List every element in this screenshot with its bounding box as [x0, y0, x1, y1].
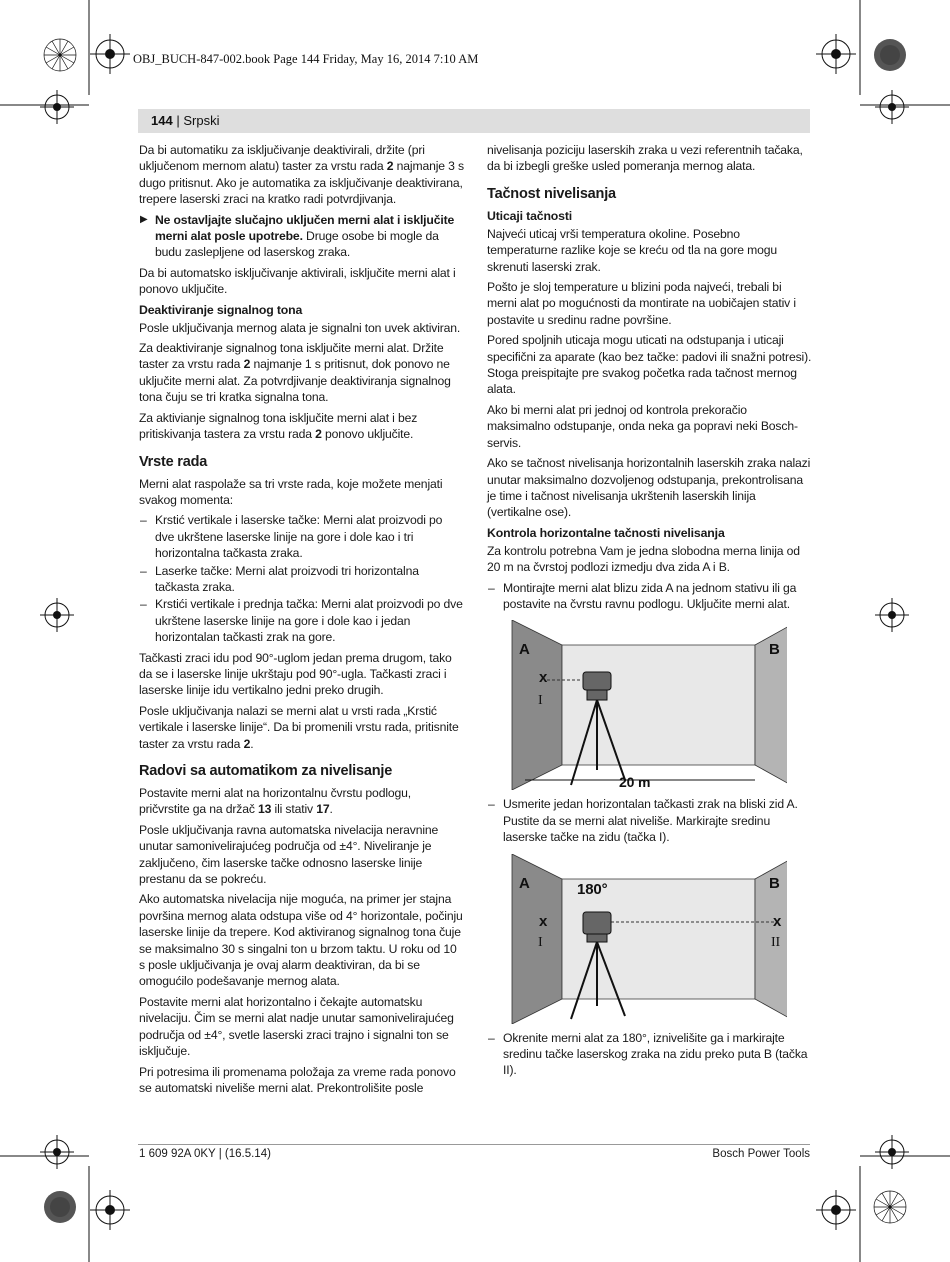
paragraph: Ako bi merni alat pri jednoj od kontrola prekoračio maksimalno odstupanje, onda neka ga popravi neki Bosch-servis. [487, 402, 798, 450]
mark-label: I [538, 693, 543, 709]
mark-x-icon: x [539, 669, 548, 687]
print-info: OBJ_BUCH-847-002.book Page 144 Friday, May 16, 2014 7:10 AM [133, 52, 479, 66]
footer-divider [138, 1144, 810, 1145]
wall-a-label: A [519, 641, 530, 659]
paragraph: Da bi automatsko isključivanje aktivirali, isključite merni alat i ponovo uključite. [139, 265, 456, 297]
wall-b-label: B [769, 641, 780, 659]
subheading: Deaktiviranje signalnog tona [139, 302, 303, 317]
registration-target-icon [816, 1190, 856, 1230]
paragraph: Pored spoljnih uticaja mogu uticati na odstupanja i uticaji specifični za aparate (kao bez tačke: padovi ili snažni potresi). Stoga preispitajte pre svakog početka rada tačnost mernog alata. [487, 333, 812, 397]
starburst-icon [44, 39, 76, 71]
list-item: – Montirajte merni alat blizu zida A na jednom stativu ili ga postavite na čvrstu ravnu podlogu. Uključite merni alat. [488, 580, 797, 611]
back-wall [562, 645, 755, 765]
list-item: – Okrenite merni alat za 180°, iznivelišite ga i markirajte sredinu tačke laserskog zraka na zidu preko puta B (tačka II). [488, 1030, 808, 1078]
page-number: 144 | Srpski [151, 113, 220, 128]
distance-label: 20 m [619, 774, 651, 791]
registration-target-icon [90, 1190, 130, 1230]
registration-target-icon [816, 34, 856, 74]
paragraph: Tačkasti zraci idu pod 90°-uglom jedan prema drugom, tako da se i laserske linije ukrštaju pod 90°-ugla. Tačkasti zraci i laserske linije idu vertikalno jedni preko drugih. [139, 650, 452, 698]
mark-b-label: II [771, 934, 781, 950]
left-column [139, 142, 464, 1100]
section-heading: Tačnost nivelisanja [487, 185, 616, 202]
paragraph: Pošto je sloj temperature u blizini poda najveći, trebali bi merni alat po mogućnosti da montirate na uobičajen stativ i postavite u sredinu radne površine. [487, 280, 796, 327]
paragraph: Za kontrolu potrebna Vam je jedna slobodna merna linija od 20 m na čvrstoj podlozi izmedju dva zida A i B. [487, 543, 800, 575]
wall-b-label: B [769, 874, 780, 892]
paragraph: Postavite merni alat horizontalno i čekajte automatsku nivelaciju. Čim se merni alat nadje unutar samonivelirajućeg područja od ±4°, svetle laserski zraci trajno i signalni ton se isključuje. [139, 994, 454, 1059]
paragraph: Posle uključivanja mernog alata je signalni ton uvek aktiviran. [139, 320, 461, 335]
paragraph: Posle uključivanja ravna automatska nivelacija neravnine unutar samonivelirajućeg područja od ±4°. Niveliranje je zaključeno, čim laserske tačke odnosno laserske linije prestanu da se pokreću. [139, 822, 439, 887]
registration-target-icon [875, 90, 909, 124]
gray-disc-icon [874, 39, 906, 71]
right-column [487, 142, 812, 1080]
paragraph: Ako se tačnost nivelisanja horizontalnih laserskih zraka nalazi unutar maksimalno dozvoljenog odstupanja, prekontrolisana je time i tačnost nivelisanja ukrštenih laserskih linija (vertikalne ose). [487, 456, 811, 520]
rotation-label: 180° [577, 880, 608, 898]
subheading: Kontrola horizontalne tačnosti nivelisanja [487, 525, 725, 540]
registration-target-icon [875, 1135, 909, 1169]
mark-x-icon: x [773, 912, 782, 930]
paragraph: Postavite merni alat na horizontalnu čvrstu podlogu, pričvrstite ga na držač 13 ili stativ 17. [139, 786, 411, 817]
paragraph: Posle uključivanja nalazi se merni alat u vrsti rada „Krstić vertikale i laserske linije“. Da bi promenili vrstu rada, pritisnite taster za vrstu rada 2. [139, 703, 459, 751]
mark-x-icon: x [539, 912, 548, 930]
footer-doc-code: 1 609 92A 0KY | (16.5.14) [139, 1148, 271, 1160]
subheading: Uticaji tačnosti [487, 208, 573, 223]
section-heading: Vrste rada [139, 453, 208, 470]
registration-target-icon [40, 598, 74, 632]
paragraph: Da bi automatiku za isključivanje deaktivirali, držite (pri uključenom mernom alatu) taster za vrstu rada 2 najmanje 3 s dugo pritisnut. Ako je automatika za isključivanje deaktivirana, trepere laserski zraci na kratko radi potvrdjivanja. [139, 143, 464, 207]
starburst-icon [874, 1191, 906, 1223]
paragraph: nivelisanja poziciju laserskih zraka u vezi referentnih tačaka, da bi izbegli greške usled pomeranja mernog alata. [487, 143, 803, 174]
list-item: – Krstići vertikale i prednja tačka: Merni alat proizvodi po dve ukrštene laserske linije na gore i dole kao i jedan horizontalan tačkasti zrak na gore. [140, 597, 463, 645]
paragraph: Najveći uticaj vrši temperatura okoline. Posebno temperaturne razlike koje se kreću od tla na gore mogu skrenuti laserski zrak. [487, 226, 777, 274]
paragraph: Za aktivianje signalnog tona isključite merni alat i bez pritiskivanja tastera za vrstu rada 2 ponovo uključite. [139, 410, 418, 442]
registration-target-icon [90, 34, 130, 74]
list-item: – Usmerite jedan horizontalan tačkasti zrak na bliski zid A. Pustite da se merni alat niveliše. Markirajte sredinu laserske tačke na zidu (tačka I). [488, 797, 798, 845]
figure-wall-setup-1 [487, 620, 787, 790]
safety-warning: ▶ Ne ostavljajte slučajno uključen merni alat i isključite merni alat posle upotrebe. Druge osobe bi mogle da budu zaslepljene od laserskog zraka. [140, 212, 455, 260]
footer-brand: Bosch Power Tools [712, 1148, 810, 1160]
section-heading: Radovi sa automatikom za nivelisanje [139, 763, 393, 779]
gray-disc-icon [44, 1191, 76, 1223]
list-item: – Laserke tačke: Merni alat proizvodi tri horizontalna tačkasta zraka. [140, 563, 419, 594]
registration-target-icon [40, 1135, 74, 1169]
mark-a-label: I [538, 934, 543, 950]
registration-target-icon [40, 90, 74, 124]
warning-triangle-icon: ▶ [140, 213, 148, 225]
paragraph: Pri potresima ili promenama položaja za vreme rada ponovo se automatski niveliše merni alat. Prekontrolišite posle [139, 1064, 456, 1095]
page-header [138, 109, 810, 133]
wall-a-label: A [519, 874, 530, 892]
paragraph: Za deaktiviranje signalnog tona isključite merni alat. Držite taster za vrstu rada 2 najmanje 1 s pritisnut, dok ponovo ne uključite merni alat. Za potvrdjivanje deaktiviranja signalnog tona čuju se tri kratka signalna tona. [139, 341, 451, 405]
paragraph: Merni alat raspolaže sa tri vrste rada, koje možete menjati svakog momenta: [139, 476, 443, 507]
paragraph: Ako automatska nivelacija nije moguća, na primer jer stajna površina mernog alata odstupa više od 4° horizontale, počinju laserske linije da trepere. Kod aktiviranog signalnog tona čuje se maksimalno 30 s singalni ton u brzom taktu. U roku od 10 s posle uključivanja je ovaj alarm deaktiviran, da bi se omogućilo podešavanje mernog alata. [139, 892, 463, 989]
figure-wall-setup-2 [487, 854, 787, 1024]
list-item: – Krstić vertikale i laserske tačke: Merni alat proizvodi po dve ukrštene laserske linije na gore i dole kao i tri horizontalna tačkasta zraka. [140, 513, 443, 561]
registration-target-icon [875, 598, 909, 632]
